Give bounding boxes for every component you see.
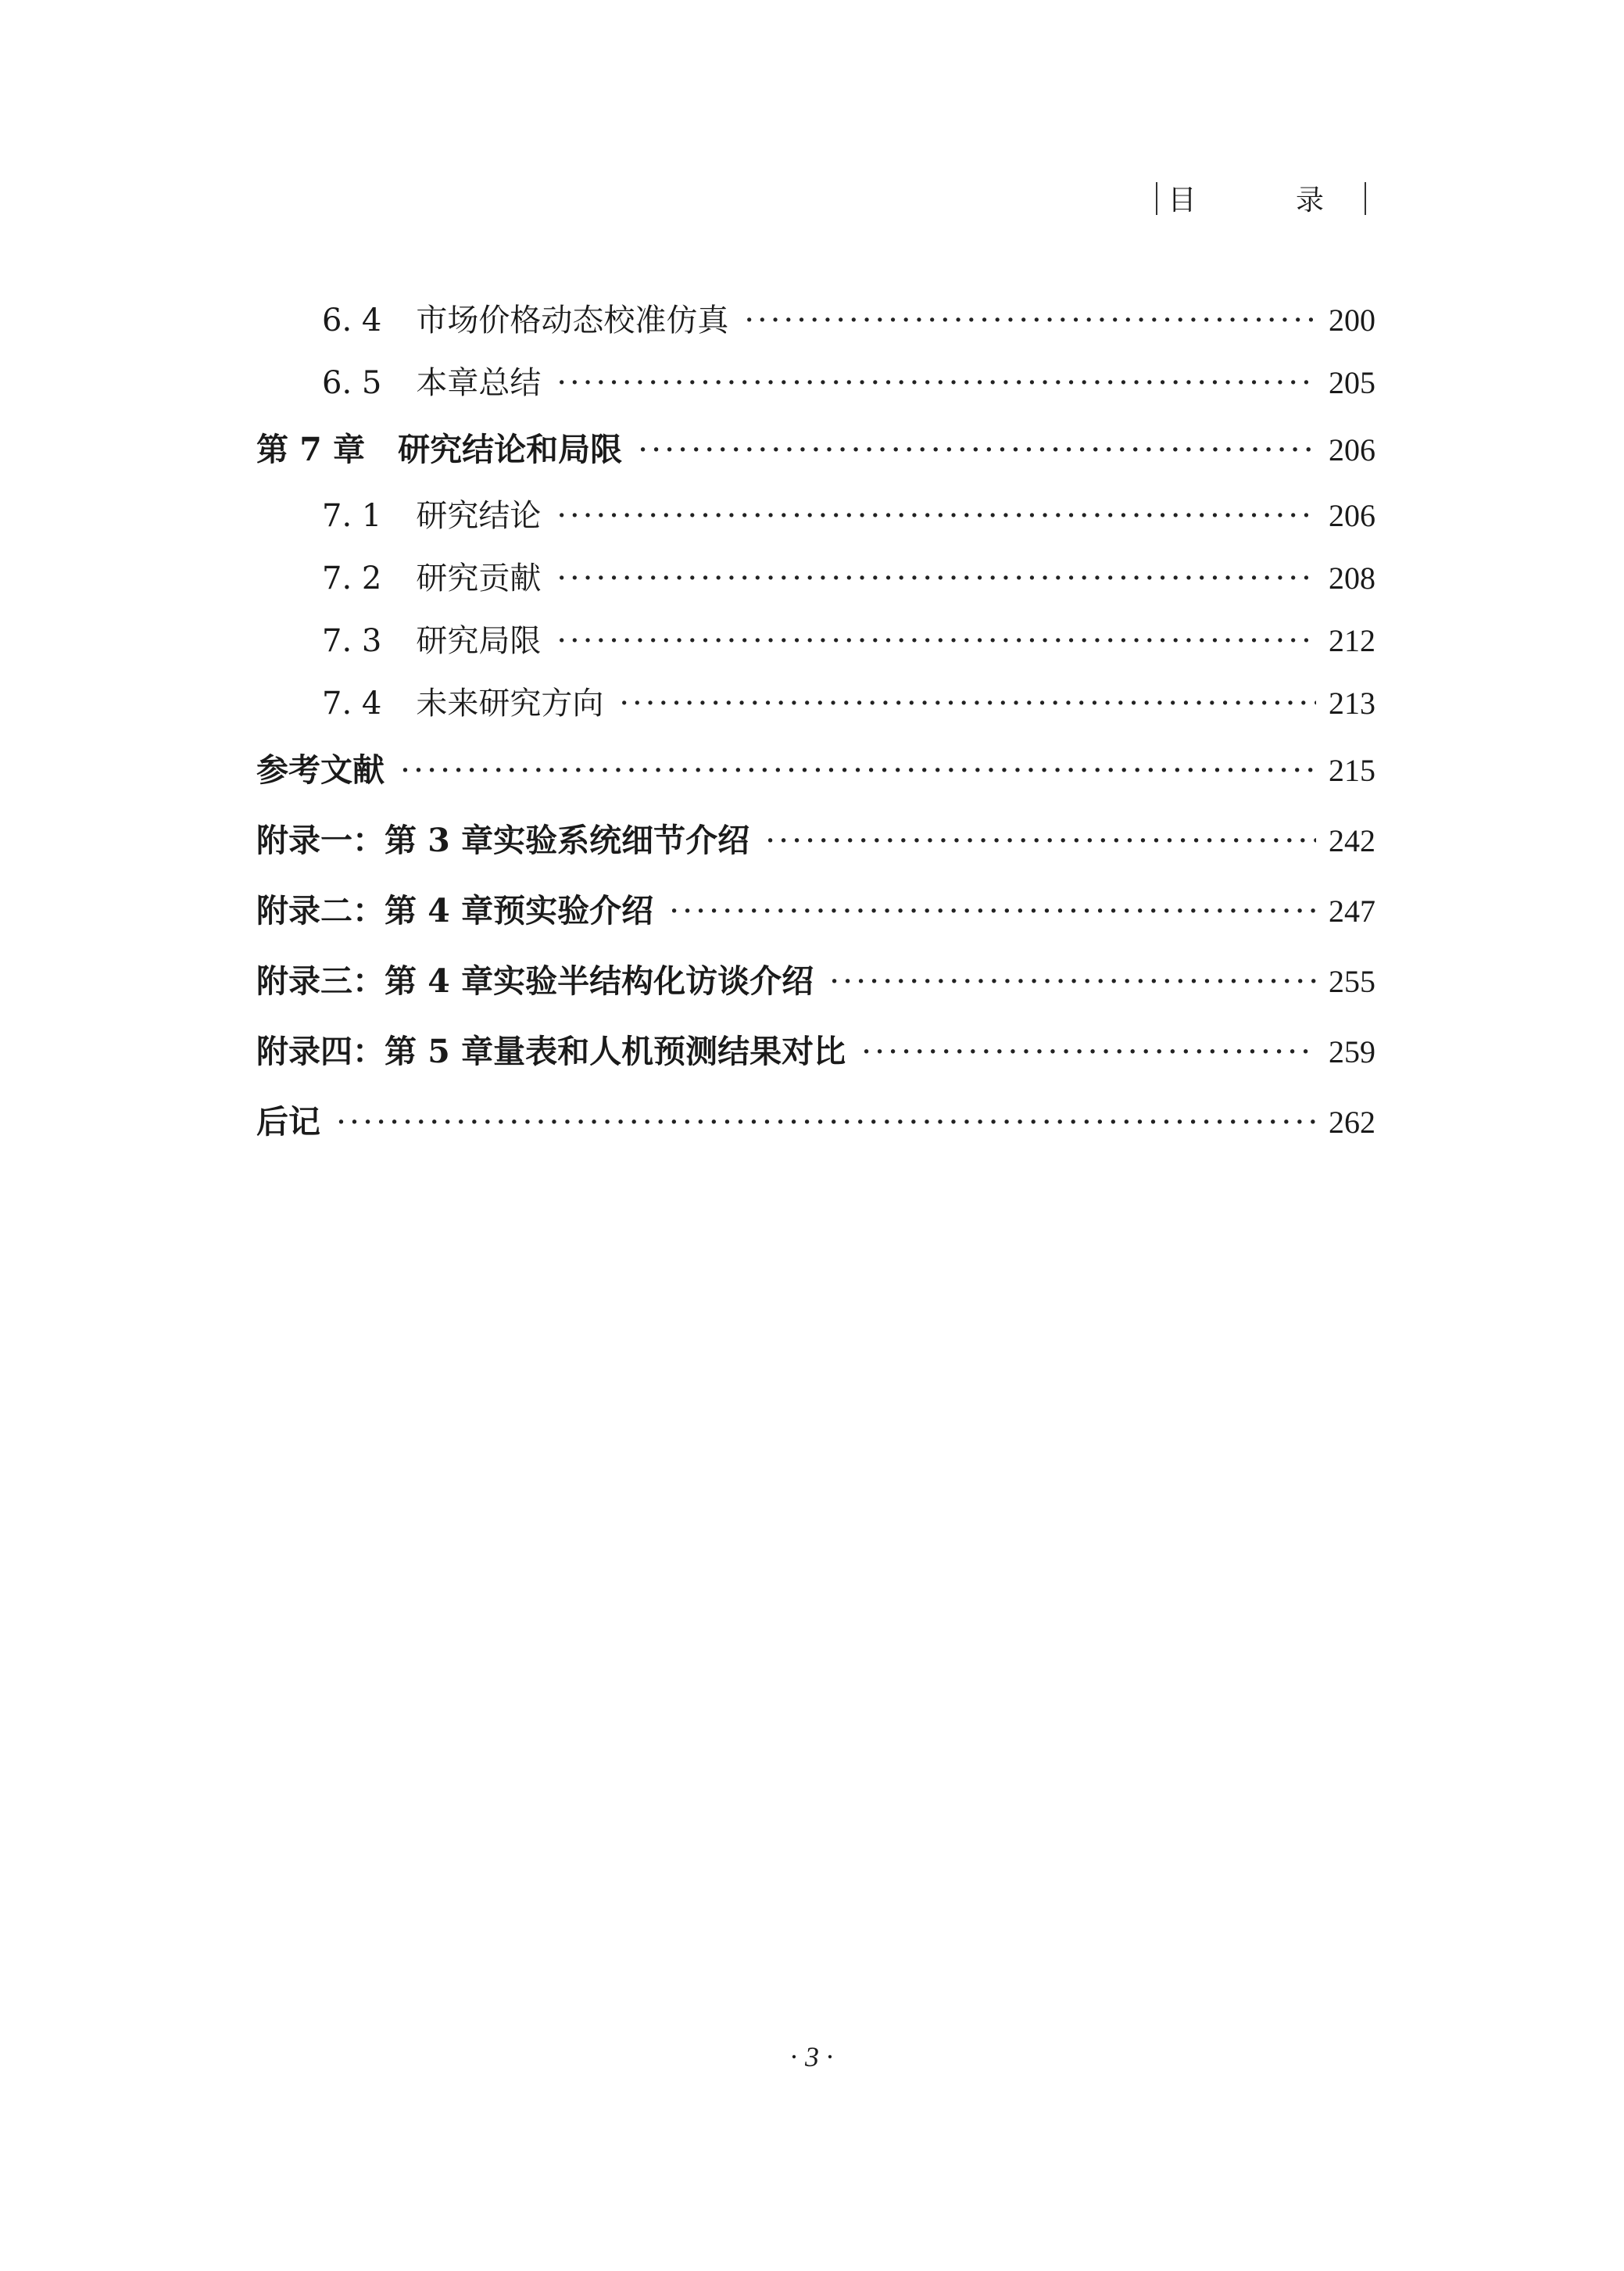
- toc-entry-number: 7. 1: [322, 498, 382, 534]
- header-title: 目 录: [1168, 184, 1354, 217]
- toc-leader-dots: [556, 485, 1316, 547]
- toc-entry-appendix-2[interactable]: [256, 876, 1375, 946]
- toc-entry-number: 6. 4: [322, 303, 382, 339]
- toc-leader-dots: [336, 1087, 1316, 1157]
- toc-entry-6-5[interactable]: [256, 352, 1375, 414]
- toc-entry-label: 附录四：第 5 章量表和人机预测结果对比: [256, 1033, 846, 1070]
- toc-entry-label: 附录三：第 4 章实验半结构化访谈介绍: [256, 962, 814, 1000]
- toc-entry-appendix-1[interactable]: [256, 805, 1375, 876]
- toc-entry-page: 262: [1329, 1105, 1375, 1140]
- toc-leader-dots: [744, 289, 1316, 352]
- toc-entry-6-4[interactable]: [256, 289, 1375, 352]
- toc-entry-label: 研究结论和局限: [398, 431, 623, 468]
- header-right-rule: [1365, 182, 1366, 215]
- toc-entry-7-1[interactable]: [256, 485, 1375, 547]
- toc-leader-dots: [829, 946, 1316, 1016]
- page-number-dot-right: ·: [825, 2041, 835, 2072]
- toc-leader-dots: [765, 805, 1316, 876]
- toc-entry-appendix-3[interactable]: [256, 946, 1375, 1016]
- toc-entry-7-3[interactable]: [256, 610, 1375, 672]
- toc-entry-page: 247: [1329, 894, 1375, 929]
- toc-entry-page: 212: [1329, 623, 1375, 658]
- toc-entry-page: 206: [1329, 498, 1375, 533]
- toc-entry-page: 205: [1329, 365, 1375, 400]
- toc-entry-appendix-4[interactable]: [256, 1016, 1375, 1087]
- toc-leader-dots: [619, 672, 1316, 735]
- toc-entry-label: 本章总结: [416, 365, 542, 401]
- toc-entry-references[interactable]: [256, 735, 1375, 805]
- toc-entry-page: 255: [1329, 964, 1375, 999]
- toc-entry-number: 7. 2: [322, 561, 382, 596]
- toc-entry-postscript[interactable]: [256, 1087, 1375, 1157]
- toc-entry-number: 6. 5: [322, 365, 382, 401]
- toc-entry-label: 研究结论: [416, 498, 542, 534]
- page-number: 3: [805, 2041, 819, 2072]
- toc-entry-label: 研究贡献: [416, 561, 542, 596]
- toc-entry-number: 7. 4: [322, 686, 382, 722]
- toc-entry-page: 215: [1329, 753, 1375, 788]
- toc-entry-label: 附录二：第 4 章预实验介绍: [256, 892, 654, 930]
- toc-entry-7-4[interactable]: [256, 672, 1375, 735]
- toc-entry-page: 208: [1329, 561, 1375, 596]
- toc-entry-label: 参考文献: [256, 751, 385, 789]
- toc-entry-7-2[interactable]: [256, 547, 1375, 610]
- toc-leader-dots: [400, 735, 1316, 805]
- toc-entry-number: 7. 3: [322, 623, 382, 659]
- toc-entry-label: 研究局限: [416, 623, 542, 659]
- toc-entry-chapter-7[interactable]: [256, 414, 1375, 485]
- toc-entry-label: 未来研究方向: [416, 686, 604, 722]
- toc-entry-label: 市场价格动态校准仿真: [416, 303, 729, 339]
- toc-leader-dots: [638, 414, 1316, 485]
- toc-leader-dots: [669, 876, 1316, 946]
- toc-entry-page: 213: [1329, 686, 1375, 721]
- toc-entry-number: 第 7 章: [256, 431, 366, 468]
- toc-entry-page: 206: [1329, 432, 1375, 467]
- toc-entry-label: 后记: [256, 1103, 320, 1141]
- table-of-contents: [256, 289, 1375, 1157]
- page-number-dot-left: ·: [789, 2041, 799, 2072]
- toc-leader-dots: [556, 352, 1316, 414]
- toc-leader-dots: [556, 547, 1316, 610]
- toc-entry-page: 259: [1329, 1034, 1375, 1069]
- page-number-footer: [0, 2040, 1624, 2073]
- toc-entry-page: 242: [1329, 823, 1375, 858]
- toc-leader-dots: [556, 610, 1316, 672]
- toc-leader-dots: [861, 1016, 1316, 1087]
- running-header: [1156, 178, 1366, 218]
- toc-entry-label: 附录一：第 3 章实验系统细节介绍: [256, 822, 750, 859]
- toc-entry-page: 200: [1329, 303, 1375, 338]
